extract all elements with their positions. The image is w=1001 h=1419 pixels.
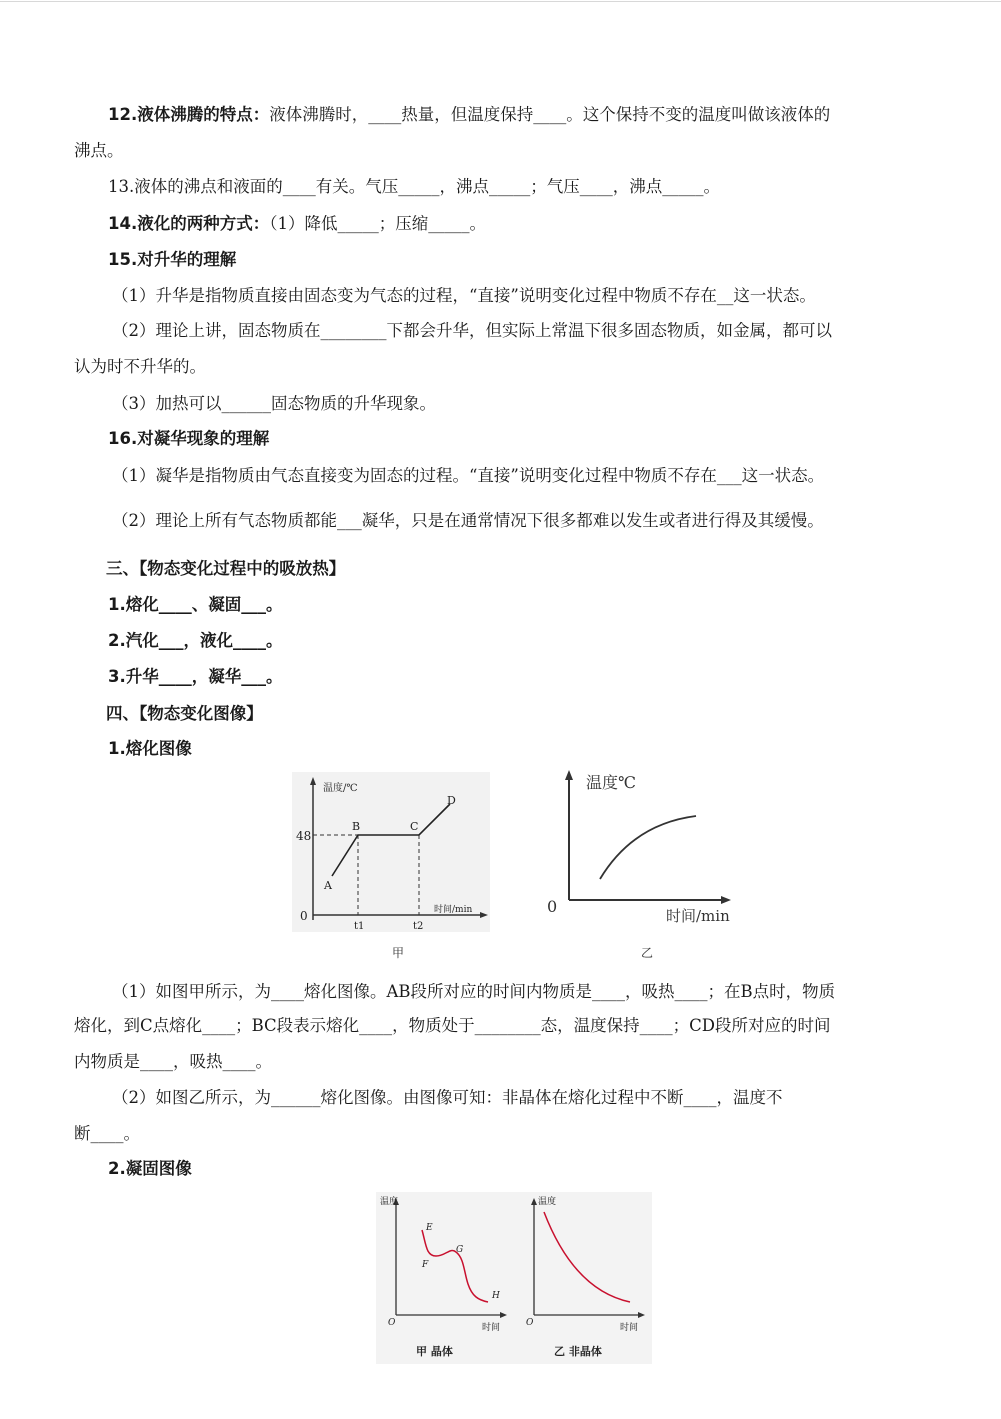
fig-solid-right-origin: O [526,1318,534,1328]
fig-melt-jia-origin: 0 [300,909,308,923]
fig-melt-yi-curve [600,816,696,879]
fig-melt-jia-ylabel: 温度/℃ [323,783,358,794]
fig-solid [376,1192,652,1364]
q16-title: 16.对凝华现象的理解 [108,429,270,448]
q12-text: 液体沸腾时，____热量，但温度保持____。这个保持不变的温度叫做该液体的 [269,105,831,124]
fig-solid-point-H: H [492,1291,500,1301]
section3-l1: 1.熔化____、凝固___。 [108,595,283,614]
section3-title: 三、【物态变化过程中的吸放热】 [106,559,346,578]
fig-solid-left-ylabel: 温度 [380,1197,399,1207]
q15-p1: （1）升华是指物质直接由固态变为气态的过程，“直接”说明变化过程中物质不存在__这一状态。 [112,286,816,305]
fig-solid-point-E: E [426,1223,433,1233]
fig-melt-yi-origin: 0 [547,897,558,916]
q14-line [108,213,486,235]
fig-solid-right-caption: 乙 非晶体 [554,1345,602,1358]
fig-melt-yi-xlabel: 时间/min [666,907,730,925]
q12-line [108,104,830,126]
section3-l3: 3.升华____，凝华___。 [108,667,283,686]
q16-p1: （1）凝华是指物质由气态直接变为固态的过程。“直接”说明变化过程中物质不存在___这一状态。 [112,466,825,485]
fig-melt-yi-y-arrow [565,770,573,780]
fig-solid-right-ylabel: 温度 [538,1197,557,1207]
fig-solid-bg [376,1192,652,1364]
fig-melt-yi [538,766,748,928]
melt-p2b: 断____。 [74,1124,140,1143]
q15-p3: （3）加热可以______固态物质的升华现象。 [112,394,436,413]
melt-p1a: （1）如图甲所示，为____熔化图像。AB段所对应的时间内物质是____，吸热____；在B点时，物质 [112,982,836,1001]
section3-l2: 2.汽化___，液化____。 [108,631,283,650]
section4-s1: 1.熔化图像 [108,739,192,758]
section4-s2: 2.凝固图像 [108,1159,192,1178]
q12-title: 12.液体沸腾的特点： [108,105,270,124]
fig-melt-jia-t2: t2 [413,921,424,932]
q13-text: 13.液体的沸点和液面的____有关。气压_____，沸点_____；气压____，沸点_____。 [108,177,720,196]
q15-p2: （2）理论上讲，固态物质在________下都会升华，但实际上常温下很多固态物质，如金属，都可以 [112,321,832,340]
fig-melt-yi-ylabel: 温度℃ [586,773,636,792]
fig-melt-jia-xlabel: 时间/min [434,905,473,915]
fig-melt-jia [292,772,492,934]
fig-solid-point-F: F [422,1260,429,1270]
fig-solid-left-xlabel: 时间 [482,1323,501,1333]
fig-solid-right-xlabel: 时间 [620,1323,639,1333]
fig-melt-jia-point-B: B [352,820,361,833]
fig-melt-jia-point-A: A [324,879,332,892]
fig-solid-left-origin: O [388,1318,396,1328]
section4-title: 四、【物态变化图像】 [106,704,263,723]
q16-p2: （2）理论上所有气态物质都能___凝华，只是在通常情况下很多都难以发生或者进行得及其缓慢。 [112,511,824,530]
melt-p1b: 熔化，到C点熔化____；BC段表示熔化____，物质处于________态，温度保持____；CD段所对应的时间 [74,1016,831,1035]
fig-melt-jia-t1: t1 [354,921,365,932]
fig-solid-point-G: G [456,1245,464,1255]
melt-p2a: （2）如图乙所示，为______熔化图像。由图像可知：非晶体在熔化过程中不断____，温度不 [112,1088,783,1107]
fig-melt-yi-x-arrow [721,896,731,904]
q14-title: 14.液化的两种方式： [108,214,270,233]
fig-melt-jia-point-D: D [447,794,456,807]
melt-p1c: 内物质是____，吸热____。 [74,1052,272,1071]
fig-solid-left-caption: 甲 晶体 [416,1345,453,1358]
q15-title: 15.对升华的理解 [108,250,237,269]
fig-melt-yi-caption: 乙 [641,946,654,960]
fig-melt-jia-ytick: 48 [296,829,312,843]
q12-text2: 沸点。 [74,141,124,160]
q14-text: （1）降低_____；压缩_____。 [269,214,486,233]
fig-melt-jia-point-C: C [410,820,419,833]
fig-melt-jia-caption: 甲 [392,946,405,960]
top-rule [0,1,1001,2]
q15-p2b: 认为时不升华的。 [74,357,206,376]
